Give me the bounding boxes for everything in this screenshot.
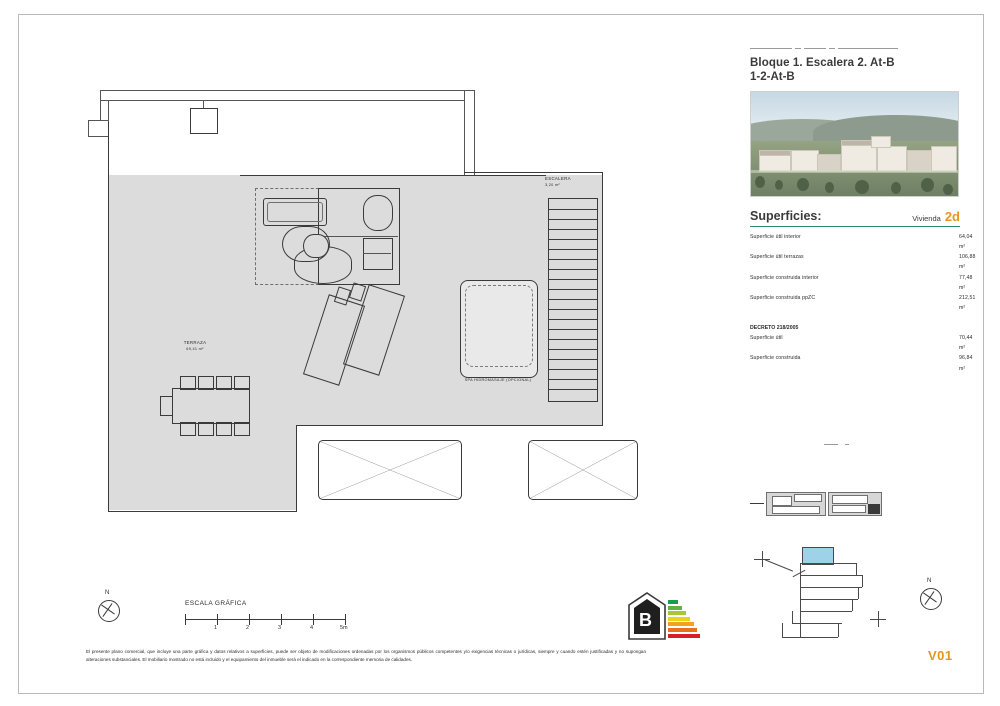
surfaces-heading: Superficies: bbox=[750, 209, 822, 223]
plan-guide-line bbox=[100, 90, 465, 91]
axon-leader bbox=[793, 570, 806, 577]
scale-tick-1: 1 bbox=[214, 625, 218, 631]
sofa-cushions bbox=[267, 202, 323, 222]
info-panel bbox=[750, 48, 976, 374]
plan-guide-line bbox=[108, 100, 109, 122]
plan-guide-line bbox=[363, 253, 391, 254]
surface-key: Superficie útil terrazas bbox=[750, 254, 804, 261]
dining-chair bbox=[234, 422, 250, 436]
axon-line bbox=[800, 599, 858, 600]
development-render-photo bbox=[750, 91, 959, 197]
render-tree bbox=[891, 182, 901, 194]
rug-shape-3 bbox=[303, 234, 329, 258]
energy-bar-c bbox=[668, 611, 686, 615]
key-plan-leader bbox=[750, 503, 764, 504]
scale-bar bbox=[185, 614, 355, 624]
scale-tick-3: 3 bbox=[278, 625, 282, 631]
energy-bar-d bbox=[668, 617, 690, 621]
dwelling-value: 2d bbox=[944, 209, 960, 224]
table-row bbox=[750, 353, 973, 373]
floor-plan-drawing bbox=[60, 40, 720, 560]
surfaces-header bbox=[750, 209, 960, 223]
render-tree bbox=[855, 180, 869, 194]
plan-guide-line bbox=[464, 90, 475, 91]
render-tree bbox=[775, 180, 783, 190]
key-plan-unit bbox=[794, 494, 822, 502]
render-building bbox=[791, 150, 819, 172]
terrace-label-name: TERRAZA bbox=[183, 340, 207, 345]
axon-line bbox=[800, 563, 856, 564]
axon-line bbox=[792, 623, 842, 624]
stairs-label-name: ESCALERA bbox=[545, 176, 571, 181]
render-tree bbox=[755, 176, 765, 188]
surface-key: Superficie construida interior bbox=[750, 274, 819, 281]
dining-chair bbox=[216, 376, 232, 390]
scale-tick-2: 2 bbox=[246, 625, 250, 631]
axon-arrow-line bbox=[878, 611, 879, 627]
table-row bbox=[750, 293, 976, 313]
pergola-panel-2 bbox=[528, 440, 638, 500]
energy-bar-f bbox=[668, 628, 697, 632]
decree-key: Superficie construida bbox=[750, 355, 801, 362]
key-plan-unit bbox=[772, 506, 820, 514]
render-building bbox=[907, 150, 933, 172]
render-building bbox=[931, 146, 957, 172]
energy-bar-g bbox=[668, 634, 700, 638]
energy-bar-a bbox=[668, 600, 678, 604]
plan-guide-line bbox=[88, 120, 89, 136]
energy-bars bbox=[668, 600, 700, 639]
legal-disclaimer: El presente plano comercial, que incluye una parte gráfica y datos relativos a superficies, puede ser objeto de modificaciones ordenadas por los organismos públicos competentes y/o exigencias técnicas o jurídicas, siempre y cuando estén justificadas y no supongan alteraciones substanciales. El mobiliario mostrado no está incluido y el equipamiento del inmueble será el indicado en la correspondiente memoria de calidades. bbox=[86, 649, 646, 663]
panel-mid-rule-2 bbox=[845, 444, 849, 445]
plan-wall-top-right bbox=[464, 172, 603, 173]
surface-value: 212,51 m² bbox=[959, 294, 976, 311]
table-row bbox=[750, 333, 973, 353]
axon-line bbox=[800, 587, 862, 588]
key-plan-unit bbox=[832, 505, 866, 513]
decree-table bbox=[750, 333, 973, 374]
dining-chair-head bbox=[160, 396, 173, 416]
render-building bbox=[871, 136, 891, 148]
render-tree bbox=[943, 184, 953, 195]
render-road bbox=[751, 170, 958, 173]
plan-guide-line bbox=[203, 100, 204, 108]
plan-guide-line bbox=[318, 236, 398, 237]
plan-guide-line bbox=[100, 90, 101, 120]
render-building-roof bbox=[759, 150, 791, 156]
axon-line bbox=[862, 575, 863, 587]
graphic-scale bbox=[185, 600, 355, 635]
sheet-code: V01 bbox=[928, 648, 953, 663]
terrace-label-area: 69,41 m² bbox=[186, 347, 204, 351]
dining-chair bbox=[234, 376, 250, 390]
axon-line bbox=[852, 599, 853, 611]
axon-line bbox=[838, 623, 839, 637]
axon-line bbox=[792, 611, 793, 623]
decree-key: Superficie útil bbox=[750, 335, 783, 342]
render-building bbox=[841, 144, 877, 172]
compass-north-label-right: N bbox=[927, 578, 932, 584]
scale-tick-5: 5m bbox=[340, 625, 348, 631]
decree-heading: DECRETO 218/2005 bbox=[750, 325, 799, 332]
table-row bbox=[750, 232, 973, 252]
table-row bbox=[750, 252, 976, 272]
key-plan-unit bbox=[772, 496, 792, 506]
pergola-panel-1 bbox=[318, 440, 462, 500]
plan-wall-salon-top bbox=[240, 175, 546, 176]
block-title-line2: 1-2-At-B bbox=[750, 71, 795, 83]
axon-line bbox=[782, 623, 783, 637]
axon-leader bbox=[765, 559, 793, 571]
surface-value: 106,88 m² bbox=[959, 254, 976, 271]
axon-line bbox=[858, 587, 859, 599]
spa-pool bbox=[460, 280, 538, 378]
armchair-furniture bbox=[363, 195, 393, 231]
decree-value: 70,44 m² bbox=[959, 335, 973, 352]
render-building bbox=[877, 146, 907, 172]
surface-value: 64,04 m² bbox=[959, 234, 973, 251]
dining-table bbox=[172, 388, 250, 424]
render-tree bbox=[825, 182, 834, 193]
plan-shaft bbox=[190, 108, 218, 134]
axon-line bbox=[800, 611, 852, 612]
plan-guide-line bbox=[88, 120, 108, 121]
dwelling-label: Vivienda bbox=[912, 214, 941, 223]
axon-line bbox=[800, 575, 862, 576]
pool-label: SPA HIDROMASAJE (OPCIONAL) bbox=[464, 378, 532, 382]
key-plan bbox=[750, 488, 895, 520]
decree-value: 96,84 m² bbox=[959, 355, 973, 372]
energy-rating-label bbox=[628, 592, 700, 646]
axonometric-sketch bbox=[752, 545, 912, 655]
energy-bar-e bbox=[668, 622, 694, 626]
energy-bar-b bbox=[668, 606, 682, 610]
dining-chair bbox=[198, 376, 214, 390]
key-plan-highlight-unit bbox=[868, 504, 880, 514]
surfaces-rule bbox=[750, 226, 960, 227]
energy-rating-letter: B bbox=[639, 610, 652, 630]
panel-mid-rule bbox=[824, 444, 838, 445]
compass-north-label: N bbox=[105, 590, 110, 596]
dining-chair bbox=[216, 422, 232, 436]
axon-line bbox=[856, 563, 857, 575]
scale-title: ESCALA GRÁFICA bbox=[185, 600, 247, 607]
dining-chair bbox=[180, 376, 196, 390]
surface-key: Superficie construida ppZC bbox=[750, 294, 816, 301]
render-tree bbox=[797, 178, 809, 191]
side-table-furniture bbox=[363, 238, 393, 270]
key-plan-unit bbox=[832, 495, 868, 504]
surface-value: 77,48 m² bbox=[959, 274, 973, 291]
dining-chair bbox=[198, 422, 214, 436]
surface-key: Superficie útil interior bbox=[750, 234, 801, 240]
plan-guide-line bbox=[100, 100, 465, 101]
plan-guide-line bbox=[88, 136, 108, 137]
axon-arrow-line bbox=[762, 551, 763, 567]
axon-line bbox=[782, 637, 838, 638]
title-block bbox=[750, 49, 960, 83]
table-row bbox=[750, 273, 973, 293]
stairs-block bbox=[548, 198, 598, 402]
scale-tick-4: 4 bbox=[310, 625, 314, 631]
spa-pool-inner bbox=[465, 285, 533, 367]
dining-chair bbox=[180, 422, 196, 436]
scale-tick-labels bbox=[185, 625, 355, 635]
dwelling-type bbox=[912, 210, 960, 223]
block-title-line1: Bloque 1. Escalera 2. At-B bbox=[750, 57, 895, 69]
surfaces-table bbox=[750, 232, 976, 313]
render-tree bbox=[921, 178, 934, 192]
stairs-label-area: 3,20 m² bbox=[545, 183, 560, 187]
